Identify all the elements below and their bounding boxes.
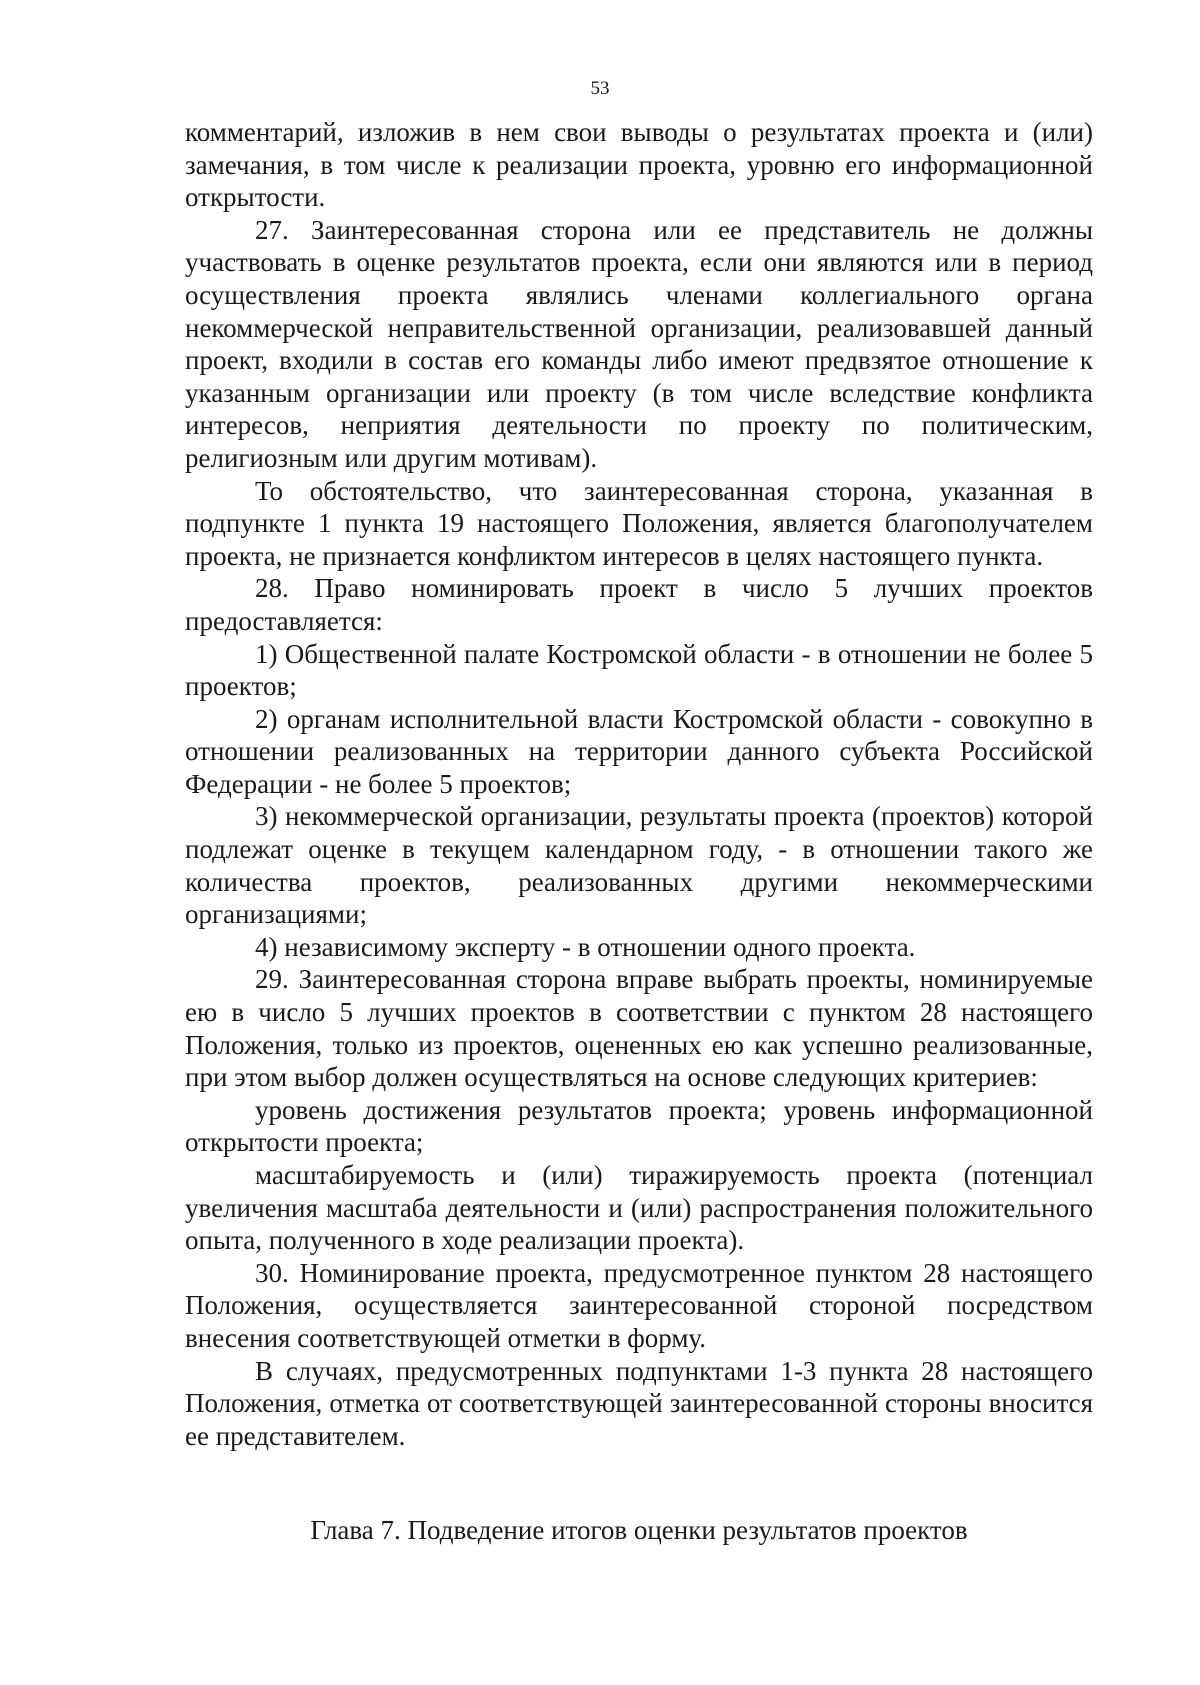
page-number: 53 [590, 78, 610, 99]
paragraph-item-27-note: То обстоятельство, что заинтересованная сторона, указанная в подпункте 1 пункта 19 настоящего Положения, является благополучателем проекта, не признается конфликтом интересов в целях настоящего пункта. [185, 475, 1093, 571]
chapter-heading: Глава 7. Подведение итогов оценки результатов проектов [310, 1515, 968, 1545]
paragraph-subitem-28-4: 4) независимому эксперту - в отношении одного проекта. [255, 931, 916, 962]
paragraph-subitem-28-3: 3) некоммерческой организации, результаты проекта (проектов) которой подлежат оценке в текущем календарном году, - в отношении такого же количества проектов, реализованных другими некоммерческими организациями; [185, 801, 1093, 930]
paragraph-item-27: 27. Заинтересованная сторона или ее представитель не должны участвовать в оценке результатов проекта, если они являются или в период осуществления проекта являлись членами коллегиального органа некоммерческой неправительственной организации, реализовавшей данный проект, входили в состав его команды либо имеют предвзятое отношение к указанным организации или проекту (в том числе вследствие конфликта интересов, неприятия деятельности по проекту по политическим, религиозным или другим мотивам). [185, 214, 1093, 473]
paragraph-item-30: 30. Номинирование проекта, предусмотренное пунктом 28 настоящего Положения, осуществляется заинтересованной стороной посредством внесения соответствующей отметки в форму. [185, 1257, 1093, 1353]
paragraph-continuation: комментарий, изложив в нем свои выводы о результатах проекта и (или) замечания, в том числе к реализации проекта, уровню его информационной открытости. [185, 117, 1093, 213]
paragraph-subitem-28-1: 1) Общественной палате Костромской области - в отношении не более 5 проектов; [185, 638, 1093, 702]
paragraph-subitem-28-2: 2) органам исполнительной власти Костромской области - совокупно в отношении реализованных на территории данного субъекта Российской Федерации - не более 5 проектов; [185, 703, 1093, 799]
paragraph-item-29: 29. Заинтересованная сторона вправе выбрать проекты, номинируемые ею в число 5 лучших проектов в соответствии с пунктом 28 настоящего Положения, только из проектов, оцененных ею как успешно реализованные, при этом выбор должен осуществляться на основе следующих критериев: [185, 964, 1093, 1093]
body-text [185, 116, 1093, 1452]
paragraph-item-30-note: В случаях, предусмотренных подпунктами 1-3 пункта 28 настоящего Положения, отметка от соответствующей заинтересованной стороны вносится ее представителем. [185, 1355, 1093, 1451]
paragraph-criterion-2: масштабируемость и (или) тиражируемость проекта (потенциал увеличения масштаба деятельности и (или) распространения положительного опыта, полученного в ходе реализации проекта). [185, 1160, 1093, 1256]
paragraph-criterion-1: уровень достижения результатов проекта; уровень информационной открытости проекта; [185, 1094, 1093, 1158]
paragraph-item-28: 28. Право номинировать проект в число 5 лучших проектов предоставляется: [185, 573, 1093, 636]
